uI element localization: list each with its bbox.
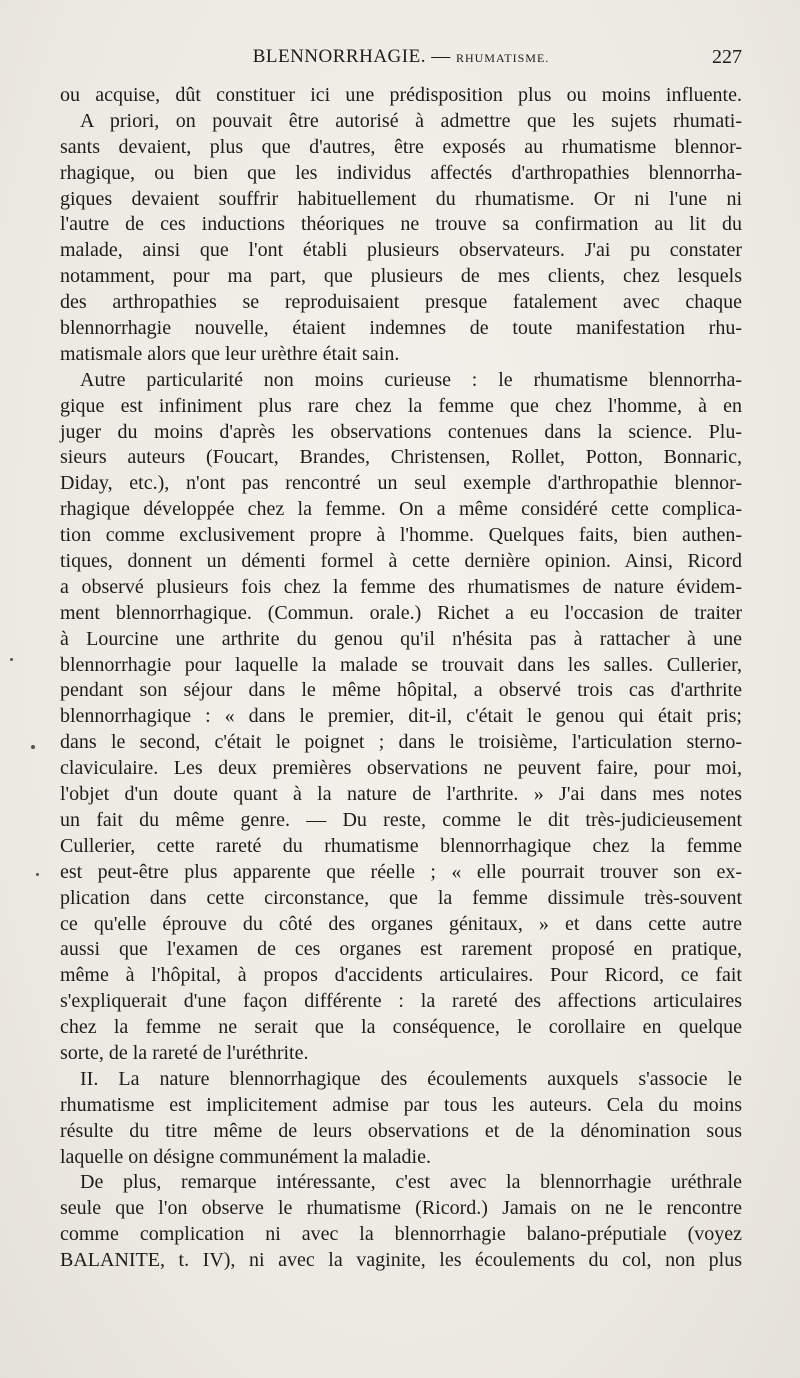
running-title-main: BLENNORRHAGIE.: [252, 46, 426, 67]
text-line: même à l'hôpital, à propos d'accidents articulaires. Pour Ricord, ce fait: [60, 964, 742, 987]
text-line: A priori, on pouvait être autorisé à admettre que les sujets rhumati-: [80, 109, 742, 132]
text-line: résulte du titre même de leurs observations et de la dénomination sous: [60, 1119, 742, 1142]
text-line: juger du moins d'après les observations contenues dans la science. Plu-: [60, 420, 742, 443]
text-line: sieurs auteurs (Foucart, Brandes, Christensen, Rollet, Potton, Bonnaric,: [60, 446, 742, 469]
text-line: BALANITE, t. IV), ni avec la vaginite, les écoulements du col, non plus: [60, 1249, 742, 1272]
text-line: blennorrhagique : « dans le premier, dit-il, c'était le genou qui était pris;: [60, 705, 742, 728]
text-line: comme complication ni avec la blennorrhagie balano-préputiale (voyez: [60, 1223, 742, 1246]
text-line: ce qu'elle éprouve du côté des organes génitaux, » et dans cette autre: [60, 912, 742, 935]
page-number: 227: [712, 46, 742, 68]
text-line: II. La nature blennorrhagique des écoulements auxquels s'associe le: [80, 1067, 742, 1090]
text-line: chez la femme ne serait que la conséquence, le corollaire en quelque: [60, 1016, 742, 1039]
text-line: s'expliquerait d'une façon différente : la rareté des affections articulaires: [60, 990, 742, 1013]
text-line: blennorrhagie nouvelle, étaient indemnes de toute manifestation rhu-: [60, 317, 742, 340]
text-line: un fait du même genre. — Du reste, comme le dit très-judicieusement: [60, 808, 742, 831]
text-line: rhumatisme est implicitement admise par tous les auteurs. Cela du moins: [60, 1093, 742, 1116]
text-line: tion comme exclusivement propre à l'homme. Quelques faits, bien authen-: [60, 524, 742, 547]
text-line: l'autre de ces inductions théoriques ne trouve sa confirmation au lit du: [60, 213, 742, 236]
text-line: a observé plusieurs fois chez la femme des rhumatismes de nature évidem-: [60, 575, 742, 598]
text-line: gique est infiniment plus rare chez la femme que chez l'homme, à en: [60, 394, 742, 417]
body-text: [60, 83, 742, 1274]
text-line: giques devaient souffrir habituellement du rhumatisme. Or ni l'une ni: [60, 187, 742, 210]
text-line: claviculaire. Les deux premières observations ne peuvent faire, pour moi,: [60, 757, 742, 780]
text-line: De plus, remarque intéressante, c'est avec la blennorrhagie uréthrale: [80, 1171, 742, 1194]
text-line: matismale alors que leur urèthre était sain.: [60, 342, 400, 365]
running-title-dash: —: [431, 46, 451, 67]
ink-speck: [10, 658, 13, 661]
running-title-subtitle: RHUMATISME.: [455, 51, 550, 65]
text-line: rhagique, ou bien que les individus affectés d'arthropathies blennorrha-: [60, 161, 742, 184]
running-title: [60, 46, 742, 68]
text-line: malade, ainsi que l'ont établi plusieurs observateurs. J'ai pu constater: [60, 239, 742, 262]
text-line: à Lourcine une arthrite du genou qu'il n'hésita pas à rattacher à une: [60, 627, 742, 650]
text-line: sants devaient, plus que d'autres, être exposés au rhumatisme blennor-: [60, 135, 742, 158]
text-line: laquelle on désigne communément la maladie.: [60, 1145, 431, 1168]
text-line: l'objet d'un doute quant à la nature de l'arthrite. » J'ai dans mes notes: [60, 783, 742, 806]
text-line: plication dans cette circonstance, que la femme dissimule très-souvent: [60, 886, 742, 909]
text-line: tiques, donnent un démenti formel à cette dernière opinion. Ainsi, Ricord: [60, 550, 742, 573]
text-line: rhagique développée chez la femme. On a même considéré cette complica-: [60, 498, 742, 521]
text-line: sorte, de la rareté de l'uréthrite.: [60, 1041, 309, 1064]
text-line: Autre particularité non moins curieuse : le rhumatisme blennorrha-: [80, 368, 742, 391]
text-line: dans le second, c'était le poignet ; dans le troisième, l'articulation sterno-: [60, 731, 742, 754]
text-line: blennorrhagie pour laquelle la malade se trouvait dans les salles. Cullerier,: [60, 653, 742, 676]
text-line: ment blennorrhagique. (Commun. orale.) Richet a eu l'occasion de traiter: [60, 601, 742, 624]
ink-speck: [36, 873, 39, 876]
ink-speck: [31, 745, 35, 749]
running-header: [60, 44, 742, 72]
text-line: ou acquise, dût constituer ici une prédisposition plus ou moins influente.: [60, 84, 742, 106]
text-line: des arthropathies se reproduisaient presque fatalement avec chaque: [60, 291, 742, 314]
text-line: Diday, etc.), n'ont pas rencontré un seul exemple d'arthropathie blennor-: [60, 472, 742, 495]
text-line: notamment, pour ma part, que plusieurs de mes clients, chez lesquels: [60, 265, 742, 288]
text-line: Cullerier, cette rareté du rhumatisme blennorrhagique chez la femme: [60, 834, 742, 857]
text-line: est peut-être plus apparente que réelle ; « elle pourrait trouver son ex-: [60, 860, 742, 883]
text-line: pendant son séjour dans le même hôpital, a observé trois cas d'arthrite: [60, 679, 742, 702]
text-line: aussi que l'examen de ces organes est rarement proposé en pratique,: [60, 938, 742, 961]
text-line: seule que l'on observe le rhumatisme (Ricord.) Jamais on ne le rencontre: [60, 1197, 742, 1220]
